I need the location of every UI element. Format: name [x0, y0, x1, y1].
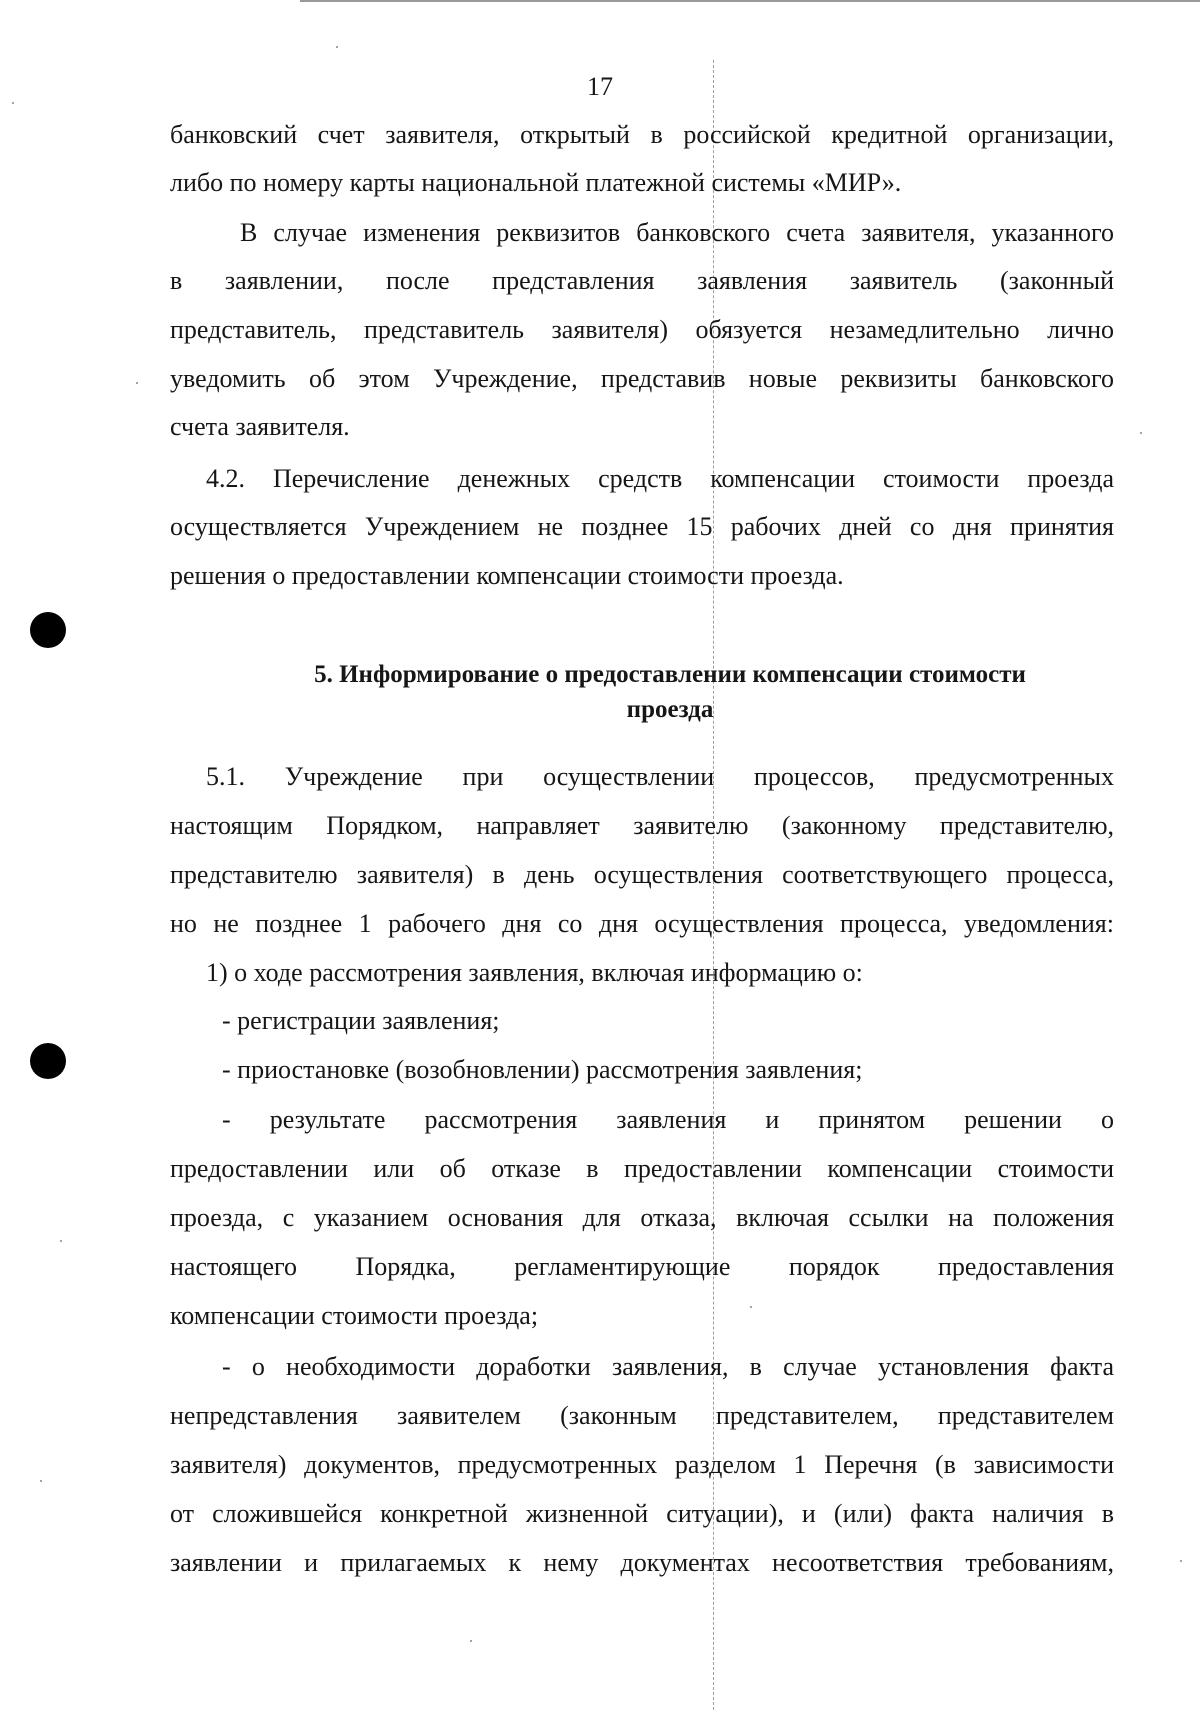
- paragraph-line: заявлении и прилагаемых к нему документах несоответствия требованиям,: [170, 1548, 1114, 1577]
- list-item: - о необходимости доработки заявления, в случае установления факта: [222, 1352, 1114, 1381]
- paragraph-line: компенсации стоимости проезда;: [170, 1301, 539, 1330]
- list-item: - регистрации заявления;: [222, 1006, 500, 1035]
- paragraph-line: либо по номеру карты национальной платежной системы «МИР».: [170, 168, 902, 197]
- paragraph-line: 5.1. Учреждение при осуществлении процессов, предусмотренных: [206, 762, 1114, 791]
- paragraph-line: заявителя) документов, предусмотренных разделом 1 Перечня (в зависимости: [170, 1450, 1114, 1479]
- scan-speck: [12, 102, 14, 104]
- scan-speck: [136, 382, 138, 384]
- paragraph-line: настоящим Порядком, направляет заявителю (законному представителю,: [170, 811, 1114, 840]
- scan-speck: [1180, 1560, 1182, 1562]
- paragraph-line: уведомить об этом Учреждение, представив новые реквизиты банковского: [170, 364, 1114, 393]
- paragraph-line: но не позднее 1 рабочего дня со дня осуществления процесса, уведомления:: [170, 909, 1114, 938]
- paragraph-line: предоставлении или об отказе в предоставлении компенсации стоимости: [170, 1154, 1114, 1183]
- list-item: - приостановке (возобновлении) рассмотрения заявления;: [222, 1055, 863, 1084]
- scan-speck: [60, 1240, 62, 1242]
- paragraph-line: от сложившейся конкретной жизненной ситуации), и (или) факта наличия в: [170, 1499, 1114, 1528]
- section-heading: 5. Информирование о предоставлении компенсации стоимости: [314, 661, 1026, 688]
- paragraph-line: банковский счет заявителя, открытый в российской кредитной организации,: [170, 120, 1114, 149]
- page-number: 17: [587, 72, 613, 101]
- list-item: 1) о ходе рассмотрения заявления, включая информацию о:: [206, 958, 863, 987]
- section-heading-continuation: проезда: [626, 696, 714, 723]
- paragraph-line: в заявлении, после представления заявления заявитель (законный: [170, 266, 1114, 295]
- paragraph-line: представитель, представитель заявителя) обязуется незамедлительно лично: [170, 315, 1114, 344]
- paragraph-line: В случае изменения реквизитов банковского счета заявителя, указанного: [240, 218, 1114, 247]
- paragraph-line: настоящего Порядка, регламентирующие порядок предоставления: [170, 1252, 1114, 1281]
- punch-hole-mark: [30, 1043, 66, 1079]
- scan-speck: [1140, 432, 1142, 434]
- paragraph-line: осуществляется Учреждением не позднее 15 рабочих дней со дня принятия: [170, 512, 1114, 541]
- scan-edge-line: [300, 0, 1200, 2]
- paragraph-line: решения о предоставлении компенсации стоимости проезда.: [170, 561, 844, 590]
- paragraph-line: счета заявителя.: [170, 412, 350, 441]
- paragraph-line: проезда, с указанием основания для отказа, включая ссылки на положения: [170, 1203, 1114, 1232]
- punch-hole-mark: [30, 612, 66, 648]
- paragraph-line: представителю заявителя) в день осуществления соответствующего процесса,: [170, 860, 1114, 889]
- paragraph-line: непредставления заявителем (законным представителем, представителем: [170, 1401, 1114, 1430]
- paragraph-line: 4.2. Перечисление денежных средств компенсации стоимости проезда: [206, 464, 1114, 493]
- scan-speck: [336, 46, 338, 48]
- list-item: - результате рассмотрения заявления и принятом решении о: [222, 1105, 1114, 1134]
- scan-speck: [470, 1640, 472, 1642]
- scan-speck: [40, 1480, 42, 1482]
